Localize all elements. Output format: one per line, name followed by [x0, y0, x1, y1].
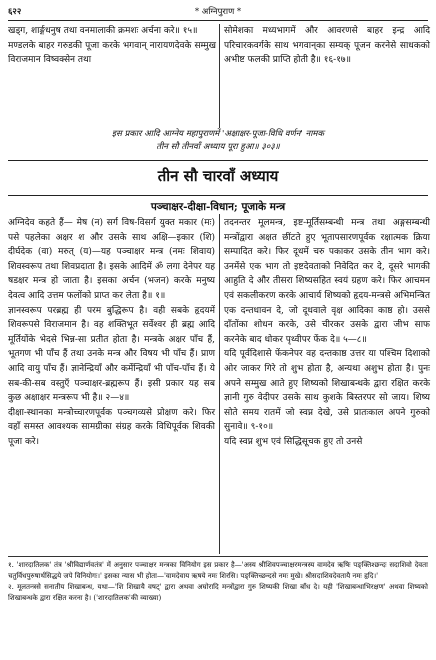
paragraph: यदि स्वप्न शुभ एवं सिद्धिसूचक हुए तो उनसे — [224, 436, 363, 447]
paragraph: खड्ग, शार्ङ्गधनुष तथा वनमालाकी क्रमशः अर्चना करे॥ १५॥ — [8, 26, 198, 36]
main-left-column — [8, 216, 215, 450]
chapter-heading-box — [8, 160, 428, 196]
paragraph: मण्डलके बाहर गरुडकी पूजा करके भगवान् नारायणदेवके सम्मुख विराजमान विष्वक्सेन तथा — [8, 40, 216, 66]
column-divider — [219, 214, 220, 554]
footnotes — [8, 560, 428, 604]
colophon-line: इस प्रकार आदि आग्नेय महापुराणमें 'अक्षाक्षर-पूजा-विधि वर्णन' नामक — [111, 129, 325, 139]
chapter-colophon — [8, 128, 428, 154]
main-right-column — [224, 216, 430, 450]
paragraph: ज्ञानस्वरूप परब्रह्म ही परम बुद्धिरूप है। वही सबके हृदयमें शिवरूपसे विराजमान है। वह शक्तिभूत सर्वेश्वर ही ब्रह्म आदि मूर्तियोंके भेदसे भिन्न-सा प्रतीत होता है। मन्त्रके अक्षर पाँच हैं, भूतगण भी पाँच हैं तथा उनके मन्त्र और विषय भी पाँच हैं। प्राण आदि वायु पाँच हैं। ज्ञानेन्द्रियाँ और कर्मेन्द्रियाँ भी पाँच-पाँच हैं। ये सब-की-सब वस्तुएँ पञ्चाक्षर-ब्रह्मरूप हैं। इसी प्रकार यह सब कुछ अक्षाक्षर मन्त्ररूप भी है॥ २—४॥ — [8, 305, 215, 404]
top-left-column — [8, 24, 216, 68]
colophon-line: तीन सौ तीनवाँ अध्याय पूरा हुआ॥ ३०३॥ — [156, 142, 280, 152]
paragraph: सोमेशका मध्यभागमें और आवरणसे बाहर इन्द्र आदि परिचारकवर्गके साथ भगवान्‌का सम्यक् पूजन करनेसे साधकको अभीष्ट फलकी प्राप्ति होती है॥ १६-१७॥ — [224, 26, 430, 66]
page-number: ६२२ — [8, 7, 22, 17]
chapter-title: तीन सौ चारवाँ अध्याय — [157, 167, 279, 185]
top-right-column — [224, 24, 430, 68]
footnote: १. 'शारदातिलक' तंत्र 'श्रीविद्यार्णवतंत्र' में अनुसार पञ्चाक्षर मन्त्रका विनियोग इस प्रकार है—'अस्य श्रीशिवपञ्चाक्षरमन्त्रस्य वामदेव ऋषिः पङ्क्तिश्छन्दः सदाशिवो देवता चतुर्विधपुरुषार्थसिद्धये जपे विनियोगः।' इसका न्यास भी होता—'वामदेवाय ऋषये नमः शिरसि। पङ्क्तिच्छन्दसे नमः मुखे। श्रीसदाशिवदेवतायै नमः हृदि।' — [8, 561, 428, 580]
header-rule — [8, 20, 428, 21]
running-title: * अग्निपुराण * — [194, 7, 242, 17]
footnote: २. मूलतन्त्रसे सनातीय शिखाबन्ध, यथा—'शि शिखायै वषट्' द्वारा अथवा अघोरादि मन्त्रोंद्वारा गुरु शिष्यकी शिखा बाँध दे। यही 'शिखाबन्धाभिरक्षण' अथवा शिष्यको शिखाबन्धके द्वारा रक्षित करना है। ('शारदातिलक'की व्याख्या) — [8, 583, 428, 602]
page-header — [8, 6, 428, 20]
column-divider — [219, 24, 220, 128]
paragraph: अग्निदेव कहते हैं— मेष (न) सर्ग विष-विसर्ग युक्त मकार (मः) पसे पहलेका अक्षर श और उसके साथ अक्षि—इकार (शि) दीर्घदेक (वा) मरुत् (य)—यह पञ्चाक्षर मन्त्र (नमः शिवाय) शिवस्वरूप तथा शिवप्रदाता है। इसके आदिमें ॐ लगा देनेपर यह षडक्षर मन्त्र हो जाता है। इसका अर्चन (भजन) करके मनुष्य देवत्व आदि उत्तम फलोंको प्राप्त कर लेता है॥ १॥ — [8, 218, 215, 301]
paragraph: दीक्षा-स्थानका मन्त्रोच्चारणपूर्वक पञ्चगव्यसे प्रोक्षण करे। फिर वहाँ समस्त आवश्यक सामग्रीका संग्रह करके विधिपूर्वक शिवकी पूजा करे। — [8, 407, 215, 447]
paragraph: तदनन्तर मूलमन्त्र, इष्ट-मूर्तिसम्बन्धी मन्त्र तथा अङ्गसम्बन्धी मन्त्रोंद्वारा अक्षत छींटते हुए भूतापसारणपूर्वक रक्षात्मक क्रिया सम्पादित करे। फिर दूधमें चरु पकाकर उसके तीन भाग करे। उनमेंसे एक भाग तो इष्टदेवताको निवेदित कर दे, दूसरे भागकी आहुति दे और तीसरा शिष्यसहित स्वयं ग्रहण करे। फिर आचमन एवं सकलीकरण करके आचार्य शिष्यको हृदय-मन्त्रसे अभिमन्त्रित एक दन्तधावन दे, जो दूधवाले वृक्ष आदिका काष्ठ हो। उससे दाँतोंका शोधन करके, उसे चीरकर उसके द्वारा जीभ साफ करनेके बाद धोकर पृथ्वीपर फेंक दे॥ ५—८॥ — [224, 218, 430, 345]
paragraph: यदि पूर्वदिशासे फेंकनेपर वह दन्तकाष्ठ उत्तर या पश्चिम दिशाको ओर जाकर गिरे तो शुभ होता है, अन्यथा अशुभ होता है। पुनः अपने सम्मुख आते हुए शिष्यको शिखाबन्धके द्वारा रक्षित करके ज्ञानी गुरु वेदीपर उसके साथ कुशके बिस्तरपर सो जाय। शिष्य सोते समय रातमें जो स्वप्न देखे, उसे प्रातःकाल अपने गुरुको सुनावे॥ ९-१०॥ — [224, 349, 430, 433]
chapter-subtitle: पञ्चाक्षर-दीक्षा-विधान; पूजाके मन्त्र — [150, 201, 286, 213]
footnote-rule — [8, 556, 428, 557]
